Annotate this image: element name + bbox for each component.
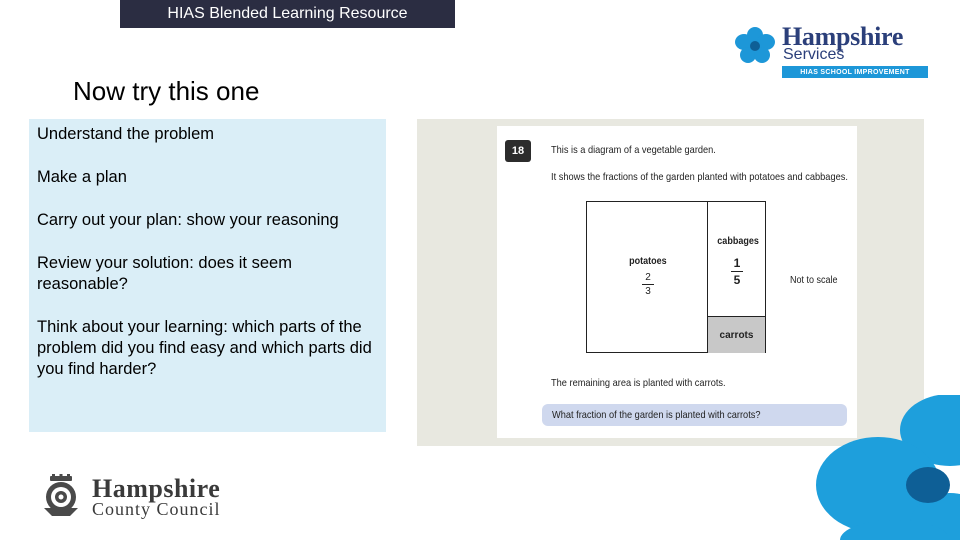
services-logo-bar: HIAS SCHOOL IMPROVEMENT: [782, 66, 928, 78]
scale-note: Not to scale: [790, 275, 838, 286]
hampshire-county-council-logo: [40, 474, 250, 520]
step-plan: Make a plan: [37, 168, 127, 186]
services-logo-word1: Hampshire: [782, 22, 904, 51]
step-review: Review your solution: does it seem reasonable?: [37, 254, 292, 293]
services-logo-word2: Services: [783, 46, 845, 63]
problem-solving-steps: [29, 119, 386, 432]
fraction-bar: [642, 284, 654, 285]
question-number: 18: [505, 140, 531, 162]
carrots-section: [708, 316, 765, 353]
step-understand: Understand the problem: [37, 125, 215, 143]
banner-text: HIAS Blended Learning Resource: [167, 5, 408, 22]
resource-banner: [120, 0, 455, 28]
carrots-label: carrots: [719, 329, 754, 341]
county-logo-word1: Hampshire: [92, 474, 221, 503]
crest-icon: [40, 474, 82, 518]
potatoes-numerator: 2: [645, 272, 651, 283]
cabbages-fraction: [731, 256, 743, 287]
county-logo-word2: County Council: [92, 499, 221, 519]
potatoes-label: potatoes: [629, 256, 667, 267]
potatoes-denominator: 3: [645, 286, 651, 297]
question-remaining: The remaining area is planted with carrots.: [551, 377, 726, 389]
cabbages-label: cabbages: [717, 236, 759, 247]
step-reflect: Think about your learning: which parts of the problem did you find easy and which parts did you find harder?: [37, 318, 372, 378]
garden-diagram: [586, 201, 766, 353]
cabbages-denominator: 5: [733, 273, 741, 287]
fraction-bar: [731, 271, 743, 272]
hampshire-services-logo: [730, 22, 930, 82]
question-card: [497, 126, 857, 438]
question-line-2: It shows the fractions of the garden planted with potatoes and cabbages.: [551, 171, 848, 183]
cabbages-numerator: 1: [733, 256, 741, 270]
decorative-petals-icon: [800, 395, 960, 540]
question-line-1: This is a diagram of a vegetable garden.: [551, 144, 716, 156]
flower-icon: [730, 26, 780, 66]
question-prompt-text: What fraction of the garden is planted with carrots?: [552, 409, 761, 421]
potatoes-fraction: [642, 272, 654, 297]
page-title: Now try this one: [73, 76, 260, 106]
step-carry-out: Carry out your plan: show your reasoning: [37, 211, 339, 229]
